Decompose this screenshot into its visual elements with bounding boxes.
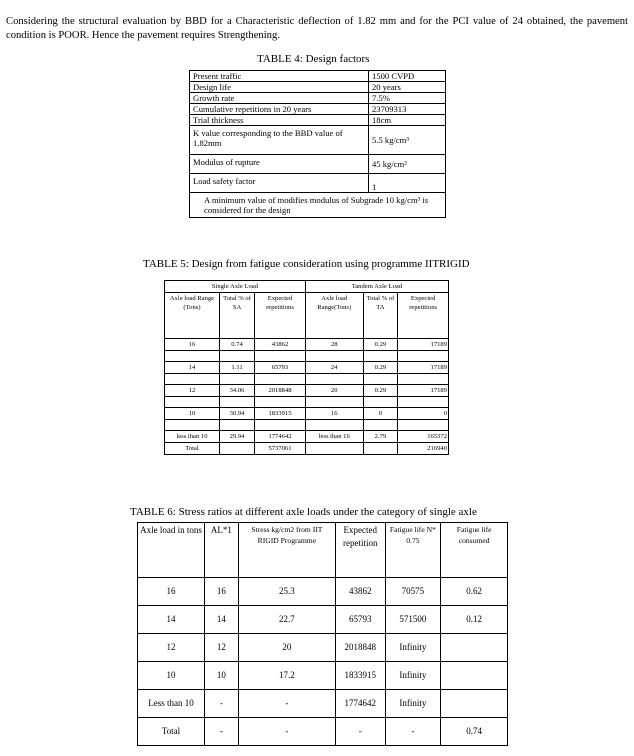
header-axle-load-range-tandem: Axle load Range(Tons) — [305, 293, 363, 339]
table5-cell-ta: 16 — [305, 408, 363, 420]
group-single-axle: Single Axle Load — [165, 281, 306, 293]
table5-spacer-cell — [255, 374, 306, 385]
table6-cell-axle: 12 — [138, 634, 205, 662]
table5-cell-sa: 12 — [165, 385, 220, 397]
table6-row — [138, 690, 508, 718]
table5-spacer-row — [165, 397, 449, 408]
header-al: AL*1 — [204, 523, 238, 578]
table5-spacer-cell — [165, 397, 220, 408]
table6-cell-consumed — [441, 690, 508, 718]
table4-note: A minimum value of modifies modulus of Subgrade 10 kg/cm³ is considered for the design — [190, 193, 446, 218]
table6-cell-al: 12 — [204, 634, 238, 662]
table6-cell-stress: 22.7 — [238, 606, 335, 634]
header-total-pct-sa: Total % of SA — [219, 293, 254, 339]
table5-spacer-cell — [398, 397, 449, 408]
table6-cell-stress: 20 — [238, 634, 335, 662]
factor-label: Load safety factor — [190, 174, 369, 193]
factor-value: 5.5 kg/cm³ — [369, 126, 446, 155]
table5-cell-sa: less than 10 — [165, 431, 220, 443]
table6-cell-al: - — [204, 690, 238, 718]
table5-spacer-cell — [398, 351, 449, 362]
header-expected-repetitions-tandem: Expected repetitions — [398, 293, 449, 339]
table6-caption: TABLE 6: Stress ratios at different axle loads under the category of single axle — [130, 506, 477, 518]
table6-cell-consumed: 0.74 — [441, 718, 508, 746]
group-tandem-axle: Tandem Axle Load — [305, 281, 448, 293]
table6-cell-expected: - — [335, 718, 385, 746]
header-axle-load: Axle load in tons — [138, 523, 205, 578]
table5-cell-ta: 28 — [305, 339, 363, 351]
factor-value: 23709313 — [369, 104, 446, 115]
factor-value: 45 kg/cm² — [369, 155, 446, 174]
table5-cell-sa-pct: 1.11 — [219, 362, 254, 374]
table5-spacer-cell — [219, 374, 254, 385]
table6-cell-stress: - — [238, 690, 335, 718]
table5-spacer-row — [165, 420, 449, 431]
table4-row — [190, 104, 446, 115]
table4-caption: TABLE 4: Design factors — [257, 53, 370, 65]
factor-value: 1 — [369, 174, 446, 193]
table5-spacer-row — [165, 374, 449, 385]
table6-row — [138, 606, 508, 634]
table6-cell-fatigue: - — [385, 718, 441, 746]
factor-label: K value corresponding to the BBD value of 1.82mm — [190, 126, 369, 155]
table5-spacer-cell — [305, 374, 363, 385]
table6-cell-consumed: 0.12 — [441, 606, 508, 634]
table5-cell-sa-pct: 34.06 — [219, 385, 254, 397]
table5-spacer-row — [165, 351, 449, 362]
table6-cell-expected: 65793 — [335, 606, 385, 634]
table5-cell-ta-rep: 0 — [398, 408, 449, 420]
table4-row — [190, 71, 446, 82]
table6-cell-consumed: 0.62 — [441, 578, 508, 606]
header-stress: Stress kg/cm2 from IIT RIGID Programme — [238, 523, 335, 578]
table6-cell-fatigue: Infinity — [385, 662, 441, 690]
table5-row — [165, 408, 449, 420]
table5-spacer-cell — [305, 397, 363, 408]
table5-cell-sa-rep: 65793 — [255, 362, 306, 374]
table5-spacer-cell — [255, 420, 306, 431]
table5-cell-ta: 20 — [305, 385, 363, 397]
table6-cell-axle: 10 — [138, 662, 205, 690]
table5-cell-ta: less than 16 — [305, 431, 363, 443]
factor-value: 20 years — [369, 82, 446, 93]
factor-label: Trial thickness — [190, 115, 369, 126]
table6-cell-consumed — [441, 662, 508, 690]
table5-fatigue-design — [164, 280, 449, 455]
factor-label: Modulus of rupture — [190, 155, 369, 174]
header-fatigue-life: Fatigue life N* 0.75 — [385, 523, 441, 578]
table6-stress-ratios — [137, 522, 508, 746]
table5-cell-sa-pct: 30.94 — [219, 408, 254, 420]
table6-row — [138, 634, 508, 662]
table6-cell-al: 10 — [204, 662, 238, 690]
table5-total-ta: 216940 — [398, 443, 449, 455]
table5-cell-sa: 14 — [165, 362, 220, 374]
factor-label: Growth rate — [190, 93, 369, 104]
table6-cell-stress: - — [238, 718, 335, 746]
table5-total-sa: 5737061 — [255, 443, 306, 455]
table5-total-row — [165, 443, 449, 455]
table5-cell-sa-rep: 2018848 — [255, 385, 306, 397]
table6-cell-fatigue: Infinity — [385, 634, 441, 662]
table5-cell-sa-pct: 29.94 — [219, 431, 254, 443]
table5-spacer-cell — [165, 374, 220, 385]
factor-label: Cumulative repetitions in 20 years — [190, 104, 369, 115]
table5-cell-ta-pct: 0.29 — [363, 362, 398, 374]
table5-cell-ta-rep: 17189 — [398, 385, 449, 397]
table6-row — [138, 578, 508, 606]
table5-spacer-cell — [305, 351, 363, 362]
table5-spacer-cell — [219, 420, 254, 431]
table4-note-row — [190, 193, 446, 218]
table6-cell-axle: Total — [138, 718, 205, 746]
table5-spacer-cell — [398, 374, 449, 385]
table5-spacer-cell — [165, 351, 220, 362]
table5-cell-ta-rep: 165372 — [398, 431, 449, 443]
table5-spacer-cell — [305, 420, 363, 431]
table6-cell-axle: 16 — [138, 578, 205, 606]
table6-cell-fatigue: 70575 — [385, 578, 441, 606]
table6-cell-expected: 43862 — [335, 578, 385, 606]
table5-spacer-cell — [363, 351, 398, 362]
header-axle-load-range: Axle load Range (Tons) — [165, 293, 220, 339]
table5-row — [165, 431, 449, 443]
table5-caption: TABLE 5: Design from fatigue consideration using programme IITRIGID — [143, 258, 470, 270]
header-expected-repetition: Expected repetition — [335, 523, 385, 578]
table4-row — [190, 126, 446, 155]
table5-cell-sa: 16 — [165, 339, 220, 351]
table5-cell-sa-pct: 0.74 — [219, 339, 254, 351]
factor-value: 18cm — [369, 115, 446, 126]
table5-cell-ta-pct: 0.29 — [363, 385, 398, 397]
table5-cell-ta-rep: 17189 — [398, 362, 449, 374]
table4-row — [190, 155, 446, 174]
table6-cell-fatigue: Infinity — [385, 690, 441, 718]
table6-cell-consumed — [441, 634, 508, 662]
table5-cell-ta: 24 — [305, 362, 363, 374]
table6-cell-al: 14 — [204, 606, 238, 634]
table6-cell-al: - — [204, 718, 238, 746]
table5-cell-sa-rep: 43862 — [255, 339, 306, 351]
table5-row — [165, 385, 449, 397]
table5-spacer-cell — [363, 397, 398, 408]
table5-spacer-cell — [363, 420, 398, 431]
header-expected-repetitions: Expected repetitions — [255, 293, 306, 339]
header-total-pct-ta: Total % of TA — [363, 293, 398, 339]
table6-row — [138, 662, 508, 690]
table6-cell-stress: 17.2 — [238, 662, 335, 690]
header-fatigue-consumed: Fatigue life consumed — [441, 523, 508, 578]
table6-cell-expected: 1774642 — [335, 690, 385, 718]
table6-cell-axle: Less than 10 — [138, 690, 205, 718]
factor-label: Design life — [190, 82, 369, 93]
table4-row — [190, 93, 446, 104]
table5-spacer-cell — [219, 351, 254, 362]
table4-row — [190, 82, 446, 93]
intro-paragraph: Considering the structural evaluation by BBD for a Characteristic deflection of 1.82 mm and for the PCI value of 24 obtained, the pavement condition is POOR. Hence the pavement requires Strengthening. — [6, 15, 628, 41]
table5-cell-sa-rep: 1774642 — [255, 431, 306, 443]
table6-row — [138, 718, 508, 746]
table6-cell-stress: 25.3 — [238, 578, 335, 606]
table5-empty-cell — [363, 443, 398, 455]
table5-row — [165, 339, 449, 351]
table5-cell-ta-rep: 17189 — [398, 339, 449, 351]
table5-spacer-cell — [398, 420, 449, 431]
table5-cell-ta-pct: 2.79 — [363, 431, 398, 443]
table5-empty-cell — [305, 443, 363, 455]
table5-spacer-cell — [165, 420, 220, 431]
factor-value: 7.5% — [369, 93, 446, 104]
table5-spacer-cell — [255, 397, 306, 408]
table5-spacer-cell — [219, 397, 254, 408]
table5-total-label: Total — [165, 443, 220, 455]
table4-design-factors — [189, 70, 446, 218]
table4-row — [190, 174, 446, 193]
table6-cell-expected: 1833915 — [335, 662, 385, 690]
table5-spacer-cell — [363, 374, 398, 385]
table6-cell-fatigue: 571500 — [385, 606, 441, 634]
table6-cell-axle: 14 — [138, 606, 205, 634]
table5-empty-cell — [219, 443, 254, 455]
table4-row — [190, 115, 446, 126]
factor-label: Present traffic — [190, 71, 369, 82]
table5-spacer-cell — [255, 351, 306, 362]
factor-value: 1500 CVPD — [369, 71, 446, 82]
table6-cell-al: 16 — [204, 578, 238, 606]
table5-row — [165, 362, 449, 374]
table5-cell-ta-pct: 0 — [363, 408, 398, 420]
table5-cell-sa-rep: 1833915 — [255, 408, 306, 420]
table6-cell-expected: 2018848 — [335, 634, 385, 662]
table5-cell-sa: 10 — [165, 408, 220, 420]
table5-cell-ta-pct: 0.29 — [363, 339, 398, 351]
